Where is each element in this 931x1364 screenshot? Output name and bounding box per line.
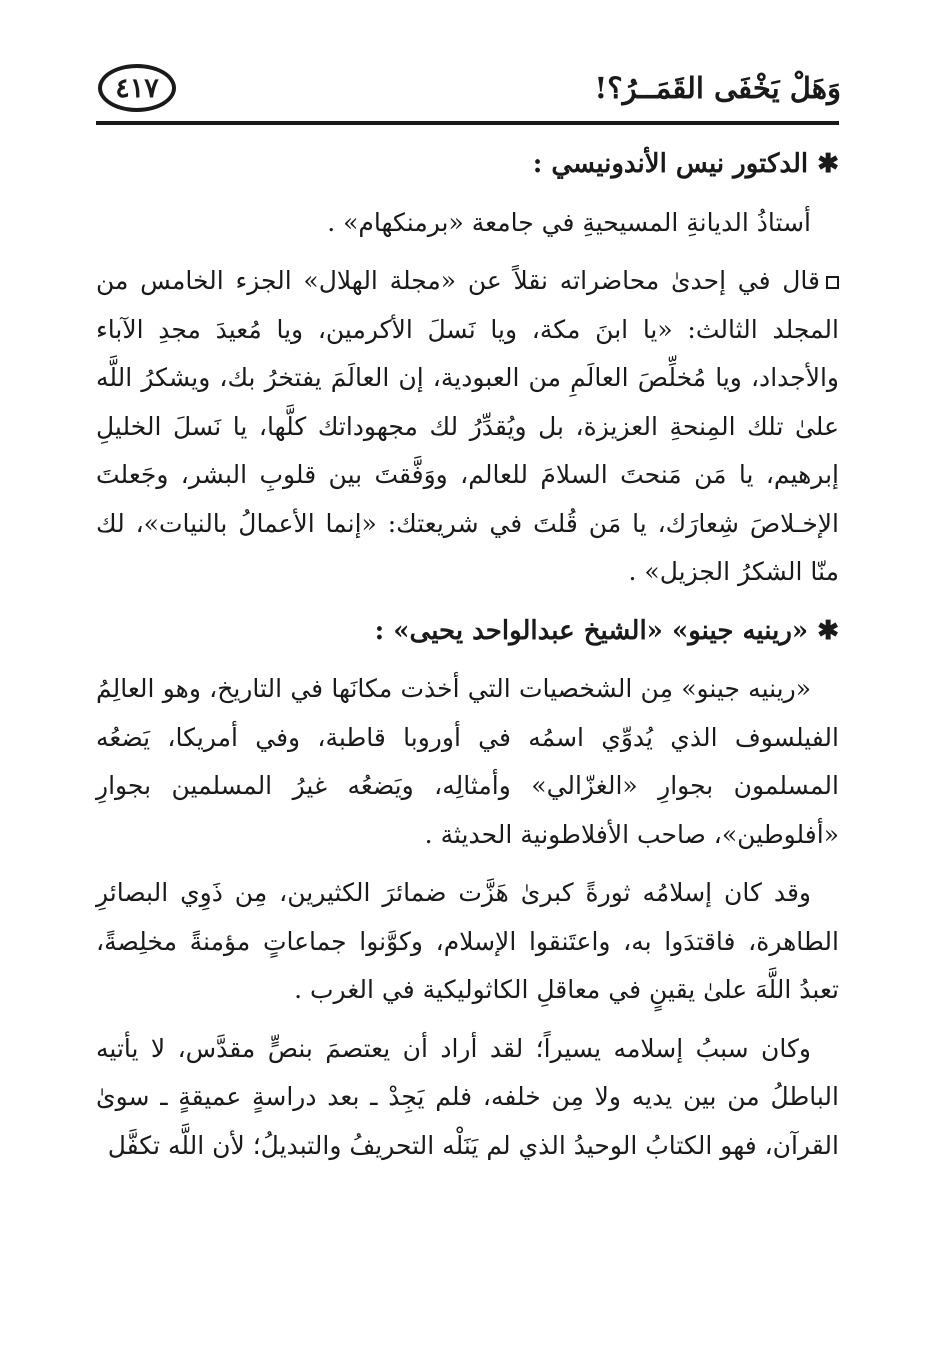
paragraph: وقد كان إسلامُه ثورةً كبرىٰ هَزَّت ضمائرَ الكثيرين، مِن ذَوِي البصائرِ الطاهرة، فاقتدَوا به، واعتَنقوا الإسلام، وكوَّنوا جماعاتٍ مؤمنةً مخلِصةً، تعبدُ اللَّهَ علىٰ يقينٍ في معاقلِ الكاثوليكية في الغرب . [96,878,839,1004]
section-heading [96,140,839,189]
paragraph: أستاذُ الديانةِ المسيحيةِ في جامعة «برمنكهام» . [327,207,811,237]
asterisk-icon: ✱ [808,615,839,646]
paragraph: «رينيه جينو» مِن الشخصيات التي أخذت مكانَها في التاريخ، وهو العالِمُ الفيلسوف الذي يُدوِّي اسمُه في أوروبا قاطبة، وفي أمريكا، يَضعُه المسلمون بجوارِ «الغزّالي» وأمثالِه، ويَضعُه غيرُ المسلمين بجوارِ «أفلوطين»، صاحب الأفلاطونية الحديثة . [96,674,839,849]
header-rule [96,121,839,125]
running-title: وَهَلْ يَخْفَى القَمَــرُ؟! [594,71,841,105]
page-number-badge [98,64,176,112]
square-bullet-icon [826,276,839,289]
paragraph-text: قال في إحدىٰ محاضراته نقلاً عن «مجلة الهلال» الجزء الخامس من المجلد الثالث: «يا ابنَ مكة، ويا نَسلَ الأكرمين، ويا مُعيدَ مجدِ الآباء والأجداد، ويا مُخلِّصَ العالَمِ من العبودية، إن العالَمَ يفتخرُ بك، ويشكرُ اللَّه علىٰ تلك المِنحةِ العزيزة، بل ويُقدِّرُ لك مجهوداتك كلَّها، يا نَسلَ الخليلِ إبرهيم، يا مَن مَنحتَ السلامَ للعالم، ووَفَّقتَ بين قلوبِ البشر، وجَعلتَ الإخـلاصَ شِعارَك، يا مَن قُلتَ في شريعتك: «إنما الأعمالُ بالنيات»، لك منّا الشكرُ الجزيل» . [96,266,839,586]
body-text [96,140,839,1170]
asterisk-icon: ✱ [808,149,839,179]
section-heading [96,607,839,656]
section-heading-text: الدكتور نيس الأندونيسي : [532,149,809,179]
paragraph [96,257,839,597]
section-heading-text: «رينيه جينو» «الشيخ عبدالواحد يحيى» : [374,615,809,646]
page-number: ٤١٧ [115,72,159,104]
paragraph: وكان سببُ إسلامه يسيراً؛ لقد أراد أن يعتصمَ بنصٍّ مقدَّس، لا يأتيه الباطلُ من بين يديه ولا مِن خلفه، فلم يَجِدْ ـ بعد دراسةٍ عميقةٍ ـ سوىٰ القرآن، فهو الكتابُ الوحيدُ الذي لم يَنَلْه التحريفُ والتبديلُ؛ لأن اللَّه تكفَّل [96,1033,839,1160]
